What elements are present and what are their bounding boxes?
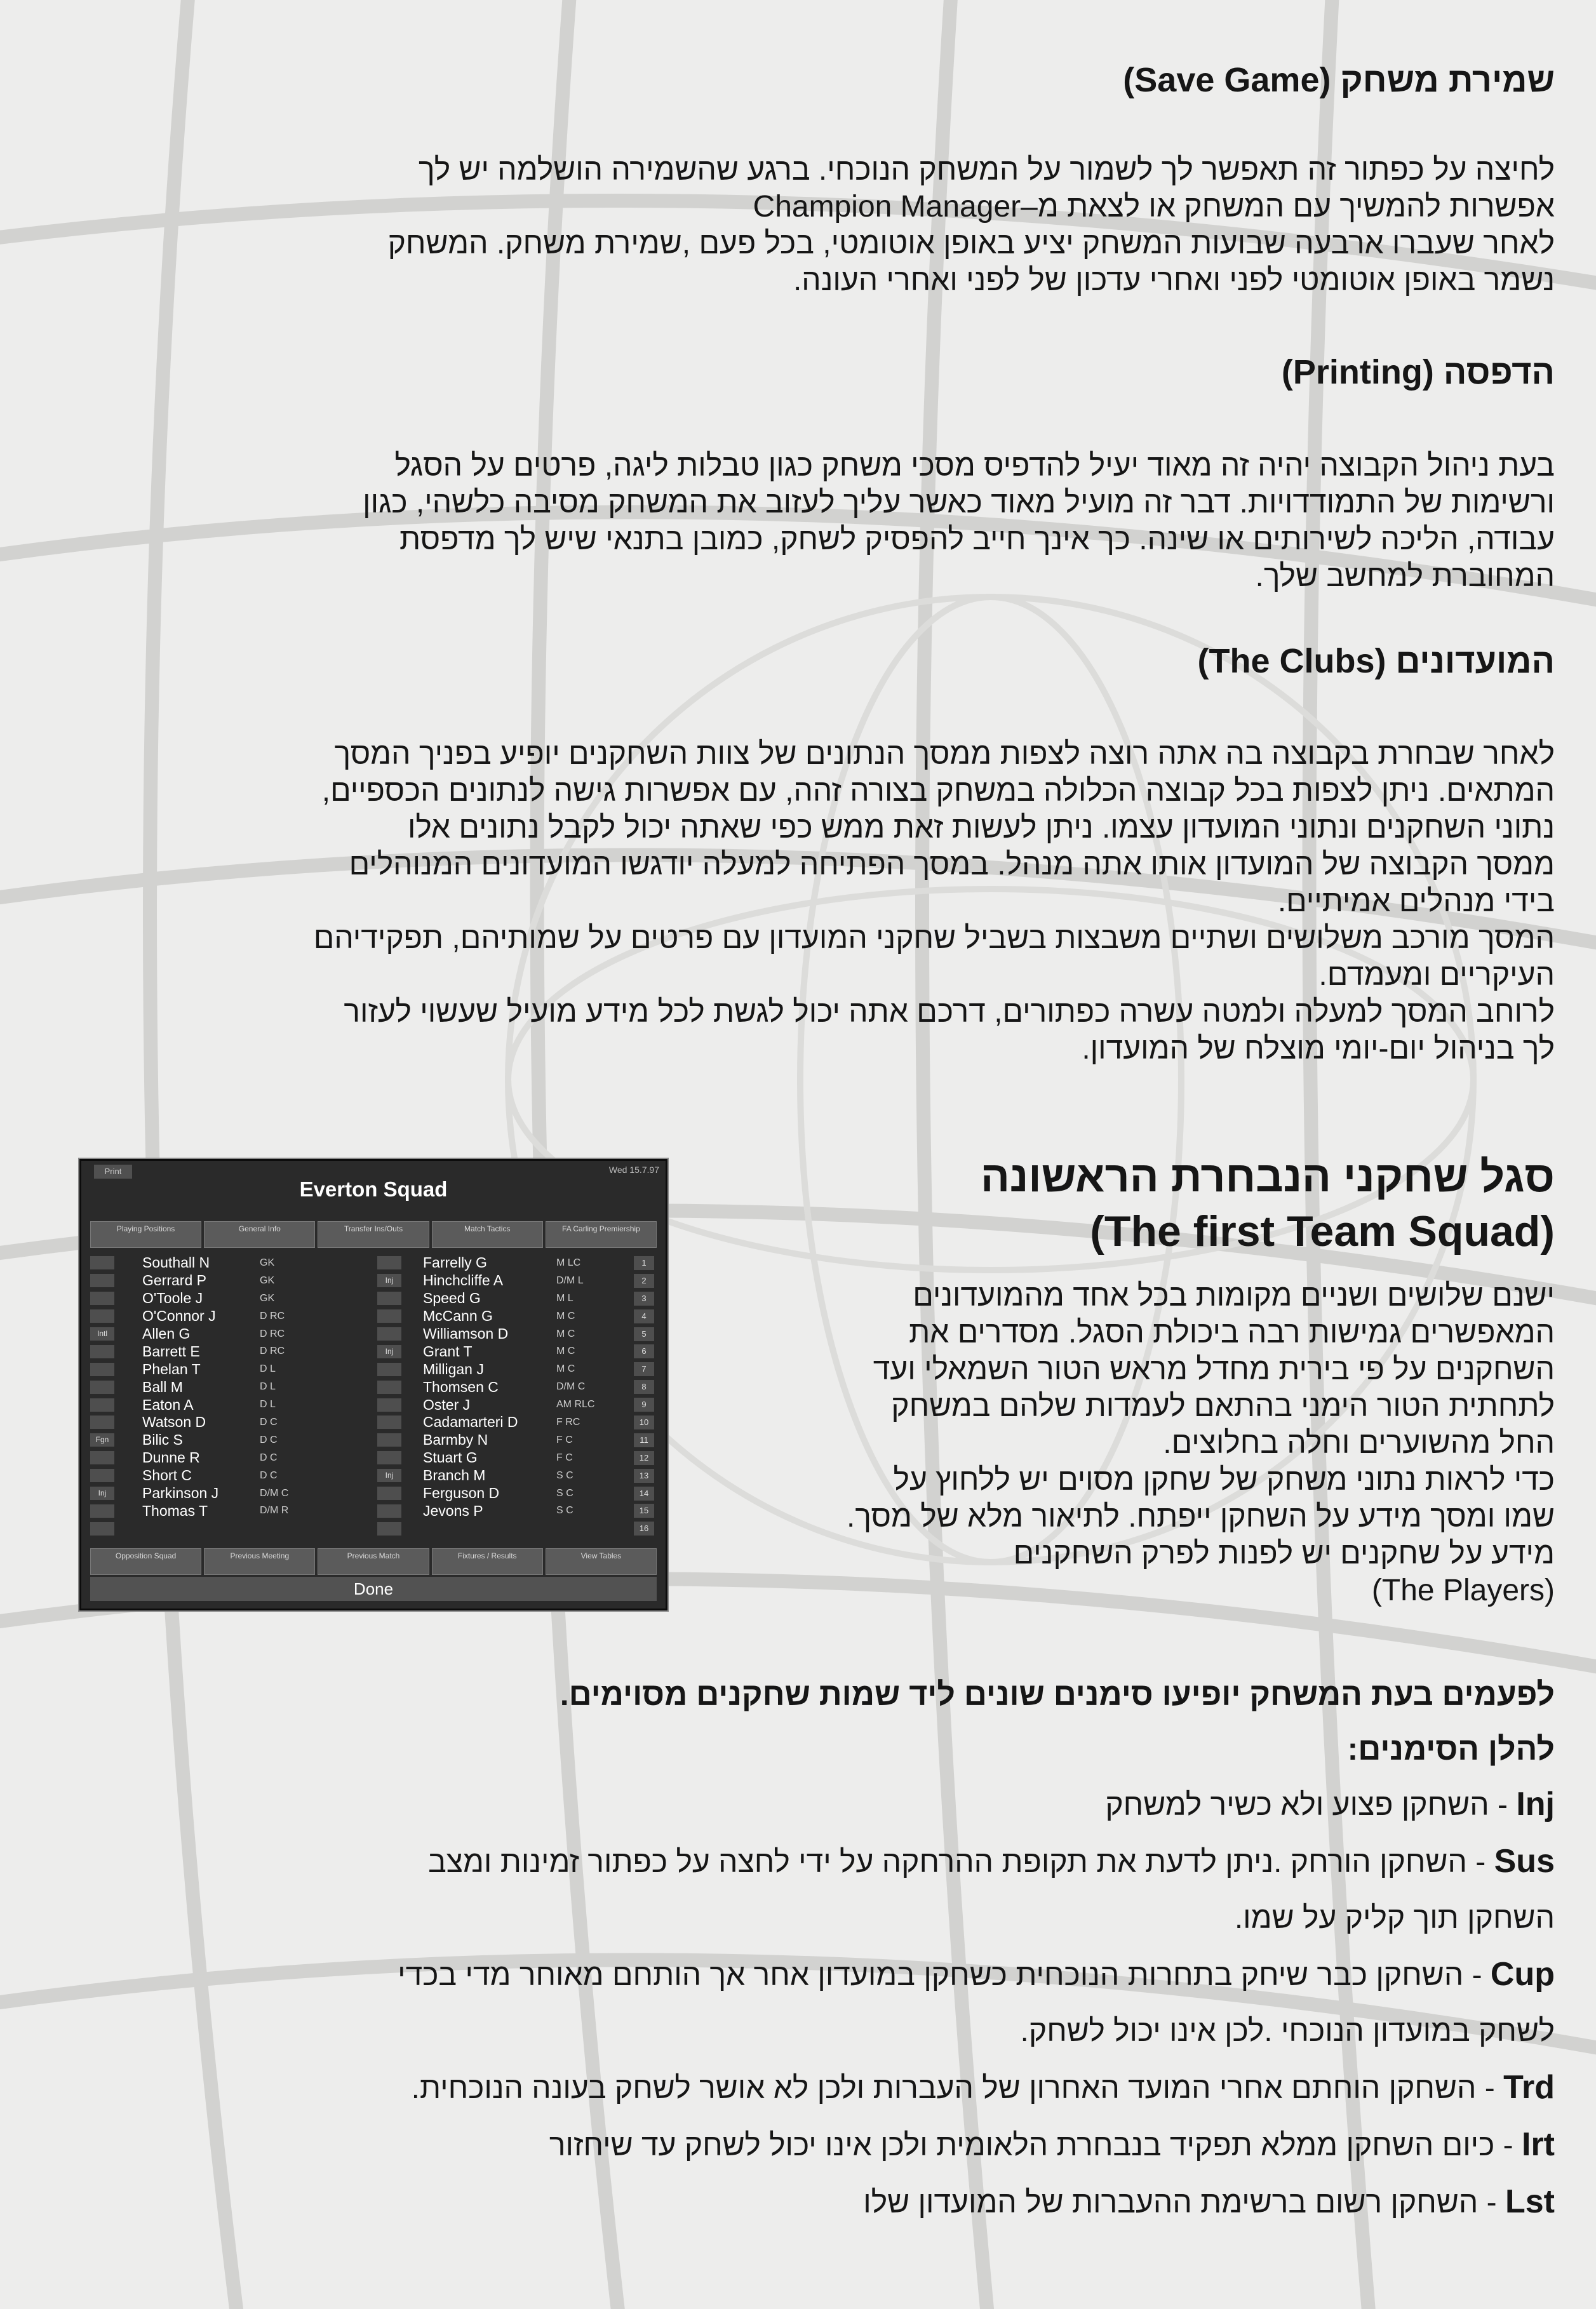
- player-name[interactable]: Ball M: [142, 1378, 183, 1395]
- player-name[interactable]: Phelan T: [142, 1360, 201, 1377]
- squad-title: Everton Squad: [299, 1177, 448, 1201]
- player-tag: [90, 1504, 114, 1518]
- symbol-description: - השחקן פצוע ולא כשיר למשחק: [1105, 1788, 1517, 1822]
- symbol-code: Inj: [1516, 1786, 1555, 1823]
- text-line: לך בניהול יום-יומי מוצלח של המועדון.: [1082, 1032, 1555, 1066]
- player-name[interactable]: Short C: [142, 1467, 192, 1484]
- player-position: D C: [260, 1469, 278, 1481]
- player-name[interactable]: Parkinson J: [142, 1485, 219, 1502]
- player-position: M C: [556, 1310, 575, 1322]
- player-position: D RC: [260, 1346, 285, 1357]
- squad-number: 12: [634, 1451, 654, 1465]
- tab-playing-positions[interactable]: Playing Positions: [90, 1221, 201, 1248]
- player-position: GK: [260, 1292, 275, 1304]
- symbol-code: Cup: [1490, 1956, 1555, 1993]
- player-row[interactable]: [90, 1360, 370, 1378]
- text-line: נתוני השחקנים ונתוני המועדון עצמו. ניתן לעשות זאת ממש כפי שאתה יכול לקבל נתונים אלו: [407, 811, 1555, 845]
- player-row[interactable]: [377, 1431, 657, 1449]
- player-tag: [90, 1469, 114, 1482]
- player-row[interactable]: [90, 1467, 370, 1485]
- squad-number: 6: [634, 1344, 654, 1358]
- player-row[interactable]: [90, 1449, 370, 1467]
- player-position: D/M C: [260, 1487, 289, 1499]
- section-save-game: [30, 60, 1555, 299]
- player-name[interactable]: Barmby N: [423, 1431, 488, 1449]
- player-name[interactable]: Watson D: [142, 1414, 206, 1431]
- text-line: ורשימות של התמודדויות. דבר זה מועיל מאוד כאשר עליך לעזוב את המשחק מסיבה כלשהי, כגון: [363, 486, 1555, 519]
- player-name[interactable]: Thomsen C: [423, 1378, 499, 1395]
- player-name[interactable]: Milligan J: [423, 1360, 484, 1377]
- player-tag: [90, 1381, 114, 1394]
- text-line: העיקריים ומעמדם.: [1318, 958, 1555, 992]
- player-position: D/M C: [556, 1381, 586, 1393]
- squad-number: 8: [634, 1380, 654, 1394]
- player-position: F RC: [556, 1416, 580, 1428]
- player-row[interactable]: [90, 1272, 370, 1290]
- clubs-heading: המועדונים (The Clubs): [1197, 642, 1555, 680]
- squad-number: 13: [634, 1469, 654, 1483]
- squad-number: 3: [634, 1292, 654, 1306]
- text-line: עבודה, הליכה לשירותים או שינה. כך אינך חייב להפסיק לשחק, כמובן בתנאי שיש לך מדפסת: [399, 523, 1555, 556]
- player-position: M L: [556, 1292, 573, 1304]
- player-tag: Fgn: [90, 1433, 114, 1447]
- tab-view-tables[interactable]: View Tables: [546, 1548, 657, 1575]
- player-row[interactable]: [377, 1254, 657, 1272]
- player-tag: [90, 1256, 114, 1269]
- player-tag: [90, 1522, 114, 1536]
- player-row[interactable]: [377, 1502, 657, 1520]
- symbol-description: - כיום השחקן ממלא תפקיד בנבחרת הלאומית ולכן אינו יכול לשחק עד שיחזור: [549, 2129, 1522, 2162]
- player-row[interactable]: [377, 1272, 657, 1290]
- player-row[interactable]: [377, 1467, 657, 1485]
- player-name[interactable]: Grant T: [423, 1342, 473, 1360]
- player-row[interactable]: [90, 1254, 370, 1272]
- player-name[interactable]: Branch M: [423, 1467, 486, 1484]
- player-tag: [377, 1416, 401, 1429]
- player-position: S C: [556, 1469, 573, 1481]
- player-position: D C: [260, 1434, 278, 1445]
- tab-general-info[interactable]: General Info: [204, 1221, 315, 1248]
- player-name[interactable]: Stuart G: [423, 1449, 478, 1466]
- symbol-code: Irt: [1522, 2126, 1555, 2163]
- player-tag: [377, 1398, 401, 1412]
- player-tag: [377, 1522, 401, 1536]
- tab-transfer[interactable]: Transfer Ins/Outs: [318, 1221, 429, 1248]
- symbol-item-cup: [30, 1946, 1555, 2004]
- player-position: D L: [260, 1399, 276, 1410]
- printing-heading: הדפסה (Printing): [1281, 353, 1555, 391]
- bottom-button-bar: [90, 1548, 657, 1575]
- top-button-bar: [90, 1221, 657, 1248]
- squad-number: 16: [634, 1522, 654, 1536]
- player-tag: [90, 1292, 114, 1305]
- player-list-right: [377, 1254, 657, 1537]
- symbol-item-sus-cont: [30, 1891, 1555, 1946]
- printing-paragraph: [30, 448, 1555, 595]
- player-row[interactable]: [377, 1325, 657, 1343]
- tab-match-tactics[interactable]: Match Tactics: [432, 1221, 543, 1248]
- text-line: לאחר שבחרת בקבוצה בה אתה רוצה לצפות ממסך הנתונים של צוות השחקנים יופיע בפניך המסך: [334, 737, 1555, 771]
- player-tag: [377, 1433, 401, 1447]
- text-line: אפשרות להמשיך עם המשחק או לצאת מ–Champion Manager: [753, 190, 1555, 224]
- player-name[interactable]: Allen G: [142, 1325, 191, 1342]
- player-position: F C: [556, 1434, 573, 1445]
- text-line: המסך מורכב משלושים ושתיים משבצות בשביל שחקני המועדון עם פרטים על שמותיהם, תפקידיהם: [313, 921, 1555, 955]
- squad-number: 9: [634, 1398, 654, 1412]
- squad-heading-english: (The first Team Squad): [1090, 1207, 1555, 1255]
- player-position: S C: [556, 1487, 573, 1499]
- player-position: M C: [556, 1328, 575, 1339]
- player-position: AM RLC: [556, 1399, 595, 1410]
- text-line: החל מהשוערים וחלה בחלוצים.: [1163, 1426, 1555, 1460]
- player-name[interactable]: Speed G: [423, 1290, 481, 1307]
- player-tag: [377, 1504, 401, 1518]
- symbol-description: לשחק במועדון הנוכחי .לכן אינו יכול לשחק.: [1020, 2014, 1555, 2048]
- player-row[interactable]: [377, 1360, 657, 1378]
- squad-number: 4: [634, 1309, 654, 1323]
- player-row[interactable]: [90, 1290, 370, 1308]
- player-name[interactable]: O'Toole J: [142, 1290, 203, 1307]
- player-position: D C: [260, 1452, 278, 1463]
- squad-number: 10: [634, 1416, 654, 1429]
- player-row[interactable]: [90, 1308, 370, 1325]
- player-position: D/M L: [556, 1275, 584, 1286]
- player-tag: Inj: [377, 1469, 401, 1482]
- game-date: Wed 15.7.97: [608, 1165, 659, 1175]
- player-tag: [377, 1363, 401, 1376]
- text-line: לרוחב המסך למעלה ולמטה עשרה כפתורים, דרכם אתה יכול לגשת לכל מידע מועיל שעשוי לעזור: [344, 995, 1555, 1029]
- player-position: F C: [556, 1452, 573, 1463]
- save-game-paragraph: [30, 152, 1555, 299]
- symbol-description: - השחקן הורחק .ניתן לדעת את תקופת ההרחקה על ידי לחצה על כפתור זמינות ומצב: [428, 1845, 1494, 1879]
- player-tag: [377, 1327, 401, 1341]
- player-name[interactable]: Ferguson D: [423, 1485, 500, 1502]
- clubs-paragraph: [30, 736, 1555, 1067]
- save-game-heading: שמירת משחק (Save Game): [1123, 61, 1555, 99]
- text-line: לחיצה על כפתור זה תאפשר לך לשמור על המשחק הנוכחי. ברגע שהשמירה הושלמה יש לך: [419, 153, 1555, 187]
- player-name[interactable]: O'Connor J: [142, 1308, 216, 1325]
- text-line: לתחתית הטור הימני בהתאם לעמדות שלהם במשחק: [891, 1389, 1555, 1423]
- player-row[interactable]: [90, 1502, 370, 1520]
- squad-number: 1: [634, 1256, 654, 1270]
- squad-heading-hebrew: סגל שחקני הנבחרת הראשונה: [981, 1153, 1555, 1201]
- player-tag: Intl: [90, 1327, 114, 1341]
- text-line: בעת ניהול הקבוצה יהיה זה מאוד יעיל להדפיס מסכי משחק כגון טבלות ליגה, פרטים על הסגל: [394, 449, 1555, 483]
- symbols-lead: לפעמים בעת המשחק יופיעו סימנים שונים ליד שמות שחקנים מסוימים.: [560, 1677, 1555, 1712]
- player-tag: [90, 1345, 114, 1358]
- section-the-clubs: [30, 641, 1555, 1067]
- tab-league[interactable]: FA Carling Premiership: [546, 1221, 657, 1248]
- tab-previous-match[interactable]: Previous Match: [318, 1548, 429, 1575]
- squad-number: 7: [634, 1362, 654, 1376]
- section-player-symbols: [30, 1667, 1555, 2231]
- player-row[interactable]: [377, 1485, 657, 1503]
- tab-opposition-squad[interactable]: Opposition Squad: [90, 1548, 201, 1575]
- text-line: מידע על שחקנים יש לפנות לפרק השחקנים: [1013, 1537, 1555, 1570]
- squad-number: 15: [634, 1504, 654, 1518]
- player-tag: [377, 1381, 401, 1394]
- symbol-code: Lst: [1505, 2183, 1555, 2220]
- text-line: השחקנים על פי בירית מחדל מראש הטור השמאלי ועד: [873, 1353, 1555, 1386]
- symbol-description: - השחקן הוחתם אחרי המועד האחרון של העברות ולכן לא אושר לשחק בעונה הנוכחית.: [411, 2071, 1504, 2105]
- squad-paragraph: [640, 1278, 1555, 1609]
- text-line: המאפשרים גמישות רבה ביכולת הסגל. מסדרים את: [909, 1316, 1555, 1349]
- player-tag: [90, 1451, 114, 1464]
- player-name[interactable]: Oster J: [423, 1396, 471, 1413]
- symbol-description: השחקן תוך קליק על שמו.: [1234, 1901, 1555, 1935]
- player-position: D/M R: [260, 1505, 289, 1516]
- player-position: M C: [556, 1363, 575, 1375]
- player-row[interactable]: [90, 1396, 370, 1414]
- player-tag: [90, 1398, 114, 1412]
- player-row[interactable]: [90, 1431, 370, 1449]
- squad-number: 11: [634, 1433, 654, 1447]
- section-first-team-squad: [640, 1149, 1555, 1609]
- text-line: המתאים. ניתן לצפות בכל קבוצה הכלולה במשחק בצורה זהה, עם אפשרות גישה לנתונים הכספיים,: [321, 774, 1555, 808]
- player-name[interactable]: Bilic S: [142, 1431, 183, 1449]
- player-tag: [377, 1292, 401, 1305]
- player-row[interactable]: [377, 1449, 657, 1467]
- player-name[interactable]: Jevons P: [423, 1502, 483, 1519]
- player-name[interactable]: Farrelly G: [423, 1254, 487, 1271]
- player-tag: [377, 1487, 401, 1500]
- symbol-item-lst: [30, 2174, 1555, 2231]
- player-tag: [90, 1274, 114, 1287]
- player-tag: Inj: [377, 1274, 401, 1287]
- player-tag: [90, 1363, 114, 1376]
- squad-number: 14: [634, 1487, 654, 1501]
- player-row[interactable]: [90, 1378, 370, 1396]
- player-row[interactable]: [90, 1485, 370, 1503]
- player-tag: Inj: [90, 1487, 114, 1500]
- player-position: D C: [260, 1416, 278, 1428]
- player-row[interactable]: [377, 1308, 657, 1325]
- everton-squad-screenshot: [79, 1159, 667, 1610]
- symbol-code: Sus: [1494, 1843, 1555, 1880]
- player-position: D L: [260, 1363, 276, 1375]
- text-line: ישנם שלושים ושניים מקומות בכל אחד מהמועדונים: [913, 1279, 1555, 1313]
- done-button[interactable]: Done: [90, 1577, 657, 1601]
- text-line: לאחר שעברו ארבעה שבועות המשחק יציע באופן אוטומטי, בכל פעם ,שמירת משחק. המשחק: [387, 227, 1555, 260]
- player-name[interactable]: Dunne R: [142, 1449, 200, 1466]
- player-tag: Inj: [377, 1345, 401, 1358]
- squad-number: 2: [634, 1274, 654, 1288]
- player-name[interactable]: Hinchcliffe A: [423, 1272, 504, 1289]
- player-name[interactable]: Gerrard P: [142, 1272, 206, 1289]
- player-row[interactable]: [377, 1414, 657, 1431]
- player-tag: [377, 1451, 401, 1464]
- player-position: D RC: [260, 1310, 285, 1322]
- player-name[interactable]: Southall N: [142, 1254, 210, 1271]
- text-line: בידי מנהלים אמיתיים.: [1277, 885, 1555, 918]
- player-tag: [90, 1416, 114, 1429]
- player-position: D RC: [260, 1328, 285, 1339]
- text-line: כדי לראות נתוני משחק של שחקן מסוים יש ללחוץ על: [893, 1463, 1555, 1497]
- symbol-item-trd: [30, 2059, 1555, 2117]
- text-line: המחוברת למחשב שלך.: [1255, 559, 1555, 593]
- tab-fixtures-results[interactable]: Fixtures / Results: [432, 1548, 543, 1575]
- print-button[interactable]: Print: [94, 1165, 132, 1179]
- tab-previous-meeting[interactable]: Previous Meeting: [204, 1548, 315, 1575]
- symbols-sublead: להלן הסימנים:: [1347, 1731, 1555, 1767]
- player-row[interactable]: [90, 1414, 370, 1431]
- text-line: נשמר באופן אוטומטי לפני ואחרי עדכון של לפני ואחרי העונה.: [793, 264, 1555, 297]
- symbol-item-cup-cont: [30, 2004, 1555, 2059]
- text-line: שמו ומסך מידע על השחקן ייפתח. לתיאור מלא של מסך.: [847, 1500, 1555, 1534]
- symbol-item-inj: [30, 1776, 1555, 1833]
- symbol-item-sus: [30, 1833, 1555, 1891]
- player-name[interactable]: Cadamarteri D: [423, 1414, 518, 1431]
- player-row[interactable]: [90, 1520, 370, 1537]
- player-position: GK: [260, 1257, 275, 1268]
- player-row[interactable]: [377, 1378, 657, 1396]
- player-position: M C: [556, 1346, 575, 1357]
- player-row[interactable]: [377, 1342, 657, 1360]
- player-position: M LC: [556, 1257, 581, 1268]
- player-list-left: [90, 1254, 370, 1537]
- player-row[interactable]: [377, 1520, 657, 1537]
- player-name[interactable]: Barrett E: [142, 1342, 200, 1360]
- symbol-code: Trd: [1503, 2069, 1555, 2106]
- player-row[interactable]: [90, 1342, 370, 1360]
- player-name[interactable]: Eaton A: [142, 1396, 194, 1413]
- player-row[interactable]: [377, 1396, 657, 1414]
- player-position: D L: [260, 1381, 276, 1393]
- player-tag: [90, 1309, 114, 1323]
- player-tag: [377, 1256, 401, 1269]
- player-row[interactable]: [377, 1290, 657, 1308]
- player-name[interactable]: McCann G: [423, 1308, 493, 1325]
- symbol-item-irt: [30, 2117, 1555, 2174]
- text-line: ממסך הקבוצה של המועדון אותו אתה מנהל. במסך הפתיחה למעלה יודגשו המועדונים המנוהלים: [349, 848, 1555, 881]
- section-printing: [30, 352, 1555, 595]
- player-tag: [377, 1309, 401, 1323]
- squad-number: 5: [634, 1327, 654, 1341]
- player-position: GK: [260, 1275, 275, 1286]
- text-line: (The Players): [1371, 1574, 1555, 1607]
- player-position: S C: [556, 1505, 573, 1516]
- player-name[interactable]: Williamson D: [423, 1325, 509, 1342]
- player-row[interactable]: [90, 1325, 370, 1343]
- symbol-description: - השחקן רשום ברשימת ההעברות של המועדון שלו: [863, 2186, 1505, 2219]
- symbol-description: - השחקן כבר שיחק בתחרות הנוכחית כשחקן במועדון אחר אך הותחם מאוחר מדי בכדי: [398, 1958, 1491, 1992]
- player-name[interactable]: Thomas T: [142, 1502, 208, 1519]
